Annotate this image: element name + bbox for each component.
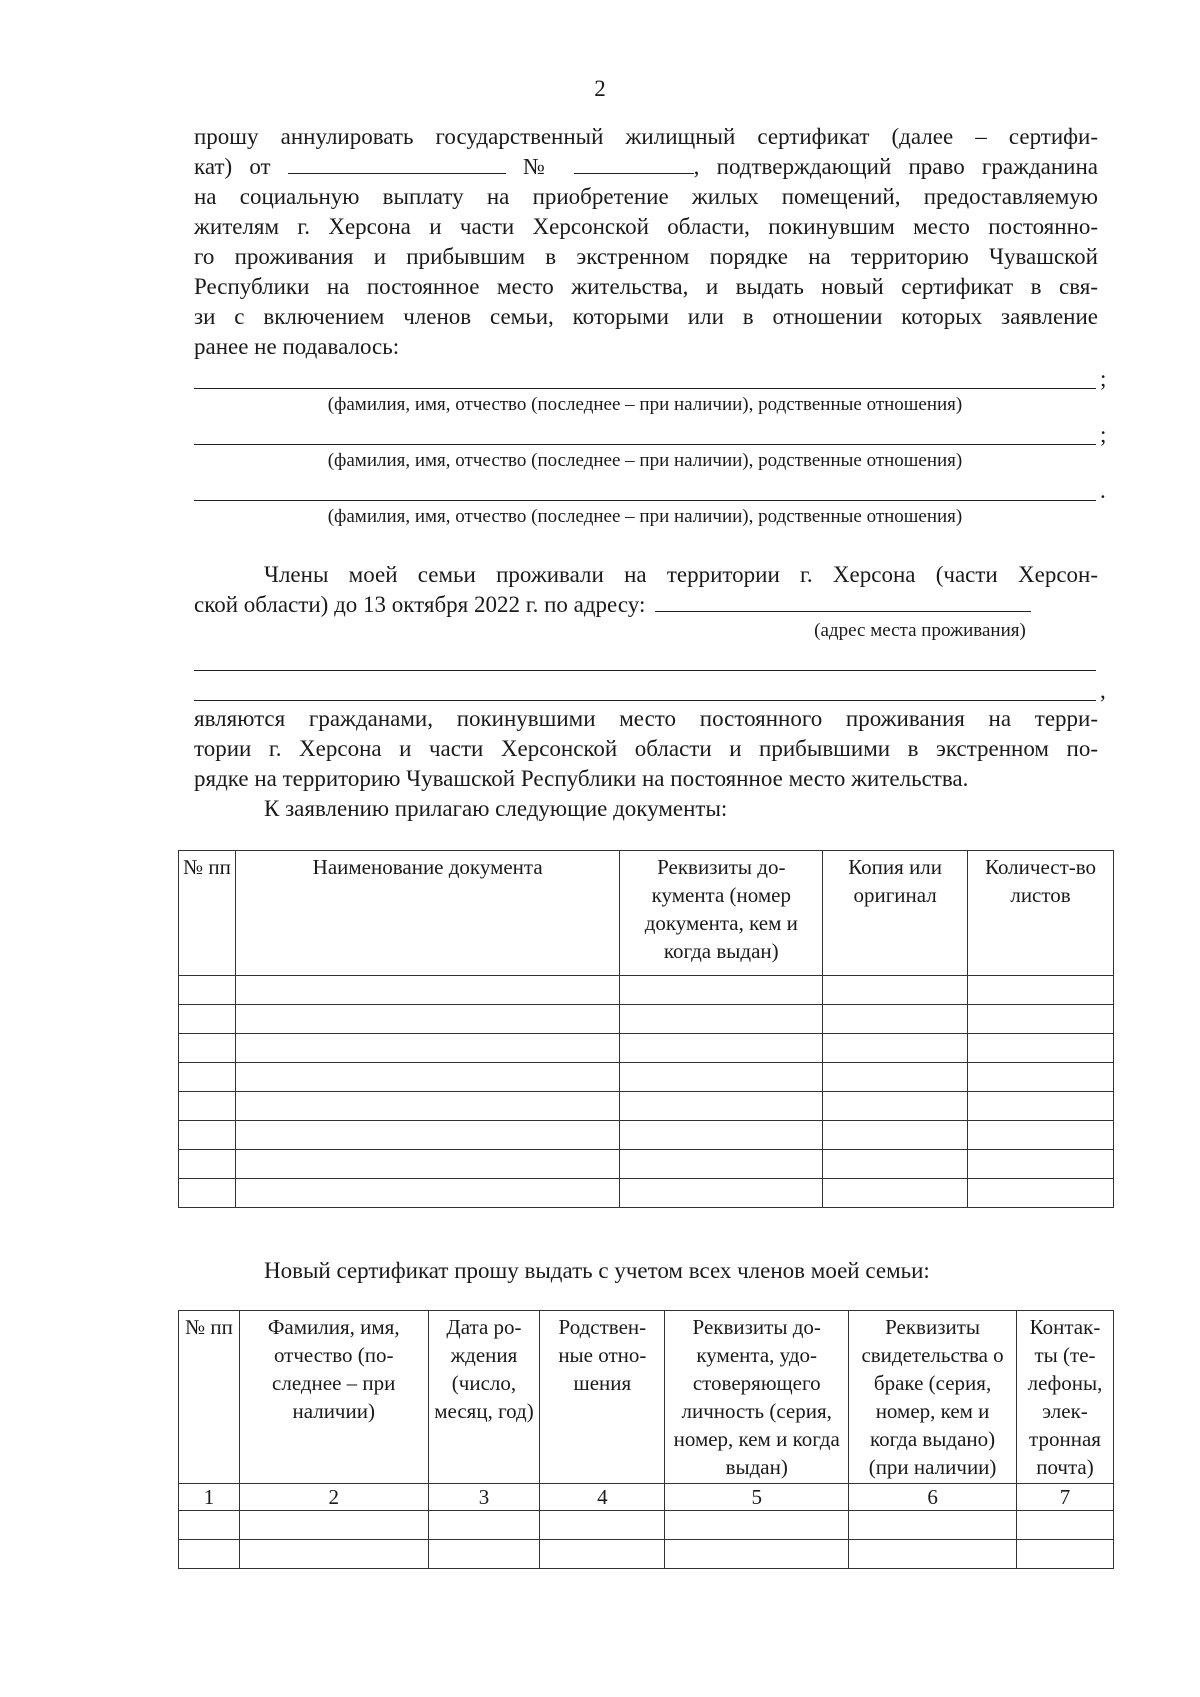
- intro-line-3: на социальную выплату на приобретение жилых помещений, предоставляемую: [194, 184, 1098, 209]
- page-number: 2: [594, 76, 606, 101]
- fam-num-4: 4: [540, 1484, 665, 1511]
- table-row: [179, 1540, 1114, 1569]
- table-row: [179, 1511, 1114, 1540]
- intro-line-8: ранее не подавалось:: [194, 334, 400, 359]
- table-row: [179, 1092, 1114, 1121]
- family-member-3-hint: (фамилия, имя, отчество (последнее – при наличии), родственные отношения): [327, 506, 963, 527]
- table-row: [179, 1179, 1114, 1208]
- citizens-line-1: являются гражданами, покинувшими место постоянного проживания на терри-: [194, 706, 1098, 731]
- citizens-line-2: тории г. Херсона и части Херсонской области и прибывшими в экстренном по-: [194, 736, 1098, 761]
- attach-intro: К заявлению прилагаю следующие документы:: [264, 796, 728, 821]
- intro-line-4: жителям г. Херсона и части Херсонской области, покинувшим место постоянно-: [194, 214, 1098, 239]
- table-row: [179, 1034, 1114, 1063]
- intro-line-7: зи с включением членов семьи, которыми или в отношении которых заявление: [194, 304, 1098, 329]
- family-member-field-1[interactable]: [194, 388, 1096, 389]
- intro-line-2-end: , подтверждающий право гражданина: [693, 154, 1098, 179]
- certificate-number-label: №: [523, 154, 557, 179]
- table-row: [179, 1150, 1114, 1179]
- family-number-row: [179, 1484, 1114, 1511]
- fam-col-contacts: Контак-ты (те-лефоны, элек-тронная почта): [1017, 1311, 1114, 1484]
- documents-table: [178, 850, 1114, 1208]
- address-line-1: Члены моей семьи проживали на территории г. Херсона (части Херсон-: [264, 562, 1098, 587]
- fam-num-1: 1: [179, 1484, 240, 1511]
- fam-num-3: 3: [428, 1484, 540, 1511]
- table-row: [179, 1063, 1114, 1092]
- fam-num-2: 2: [239, 1484, 428, 1511]
- family-member-field-2[interactable]: [194, 444, 1096, 445]
- address-field[interactable]: [655, 591, 1031, 612]
- intro-line-2: [194, 152, 1098, 182]
- new-cert-intro: Новый сертификат прошу выдать с учетом всех членов моей семьи:: [264, 1258, 930, 1283]
- certificate-number-field[interactable]: [574, 153, 694, 174]
- table-row: [179, 976, 1114, 1005]
- intro-line-5: го проживания и прибывшим в экстренном порядке на территорию Чувашской: [194, 244, 1098, 269]
- intro-line-6: Республики на постоянное место жительства, и выдать новый сертификат в свя-: [194, 274, 1098, 299]
- documents-header-row: [179, 851, 1114, 976]
- address-field-line-3[interactable]: [194, 700, 1096, 701]
- fam-num-7: 7: [1017, 1484, 1114, 1511]
- certificate-date-label: кат) от: [194, 154, 271, 179]
- doc-col-copy-original: Копия или оригинал: [823, 851, 968, 976]
- family-member-field-3[interactable]: [194, 500, 1096, 501]
- fam-col-marriage-cert: Реквизиты свидетельства о браке (серия, номер, кем и когда выдано) (при наличии): [849, 1311, 1017, 1484]
- doc-col-name: Наименование документа: [235, 851, 619, 976]
- family-member-2-hint: (фамилия, имя, отчество (последнее – при наличии), родственные отношения): [327, 450, 963, 471]
- fam-col-relation: Родствен-ные отно-шения: [540, 1311, 665, 1484]
- address-line-2: [194, 590, 1098, 620]
- fam-col-birthdate: Дата ро-ждения (число, месяц, год): [428, 1311, 540, 1484]
- address-field-line-2[interactable]: [194, 670, 1096, 671]
- table-row: [179, 1005, 1114, 1034]
- fam-col-name: Фамилия, имя, отчество (по-следнее – при наличии): [239, 1311, 428, 1484]
- address-end-punct: ,: [1100, 678, 1106, 703]
- table-row: [179, 1121, 1114, 1150]
- intro-paragraph: [194, 122, 1098, 362]
- citizens-paragraph: [194, 704, 1098, 824]
- fam-num-5: 5: [665, 1484, 849, 1511]
- doc-col-number: № пп: [179, 851, 236, 976]
- doc-col-details: Реквизиты до-кумента (номер документа, кем и когда выдан): [620, 851, 823, 976]
- family-table: [178, 1310, 1114, 1569]
- fam-col-id-document: Реквизиты до-кумента, удо-стоверяющего личность (серия, номер, кем и когда выдан): [665, 1311, 849, 1484]
- address-paragraph: [194, 560, 1098, 620]
- family-member-3-punct: .: [1100, 478, 1106, 503]
- citizens-line-3: рядке на территорию Чувашской Республики на постоянное место жительства.: [194, 766, 969, 791]
- family-member-1-punct: ;: [1100, 366, 1107, 391]
- address-hint: (адрес места проживания): [814, 620, 1026, 641]
- family-member-2-punct: ;: [1100, 422, 1107, 447]
- intro-line-1: прошу аннулировать государственный жилищный сертификат (далее – сертифи-: [194, 124, 1098, 149]
- certificate-date-field[interactable]: [288, 153, 506, 174]
- doc-col-sheets: Количест-во листов: [968, 851, 1114, 976]
- fam-col-number: № пп: [179, 1311, 240, 1484]
- family-header-row: [179, 1311, 1114, 1484]
- family-member-1-hint: (фамилия, имя, отчество (последнее – при наличии), родственные отношения): [327, 394, 963, 415]
- address-label: ской области) до 13 октября 2022 г. по адресу:: [194, 592, 646, 617]
- fam-num-6: 6: [849, 1484, 1017, 1511]
